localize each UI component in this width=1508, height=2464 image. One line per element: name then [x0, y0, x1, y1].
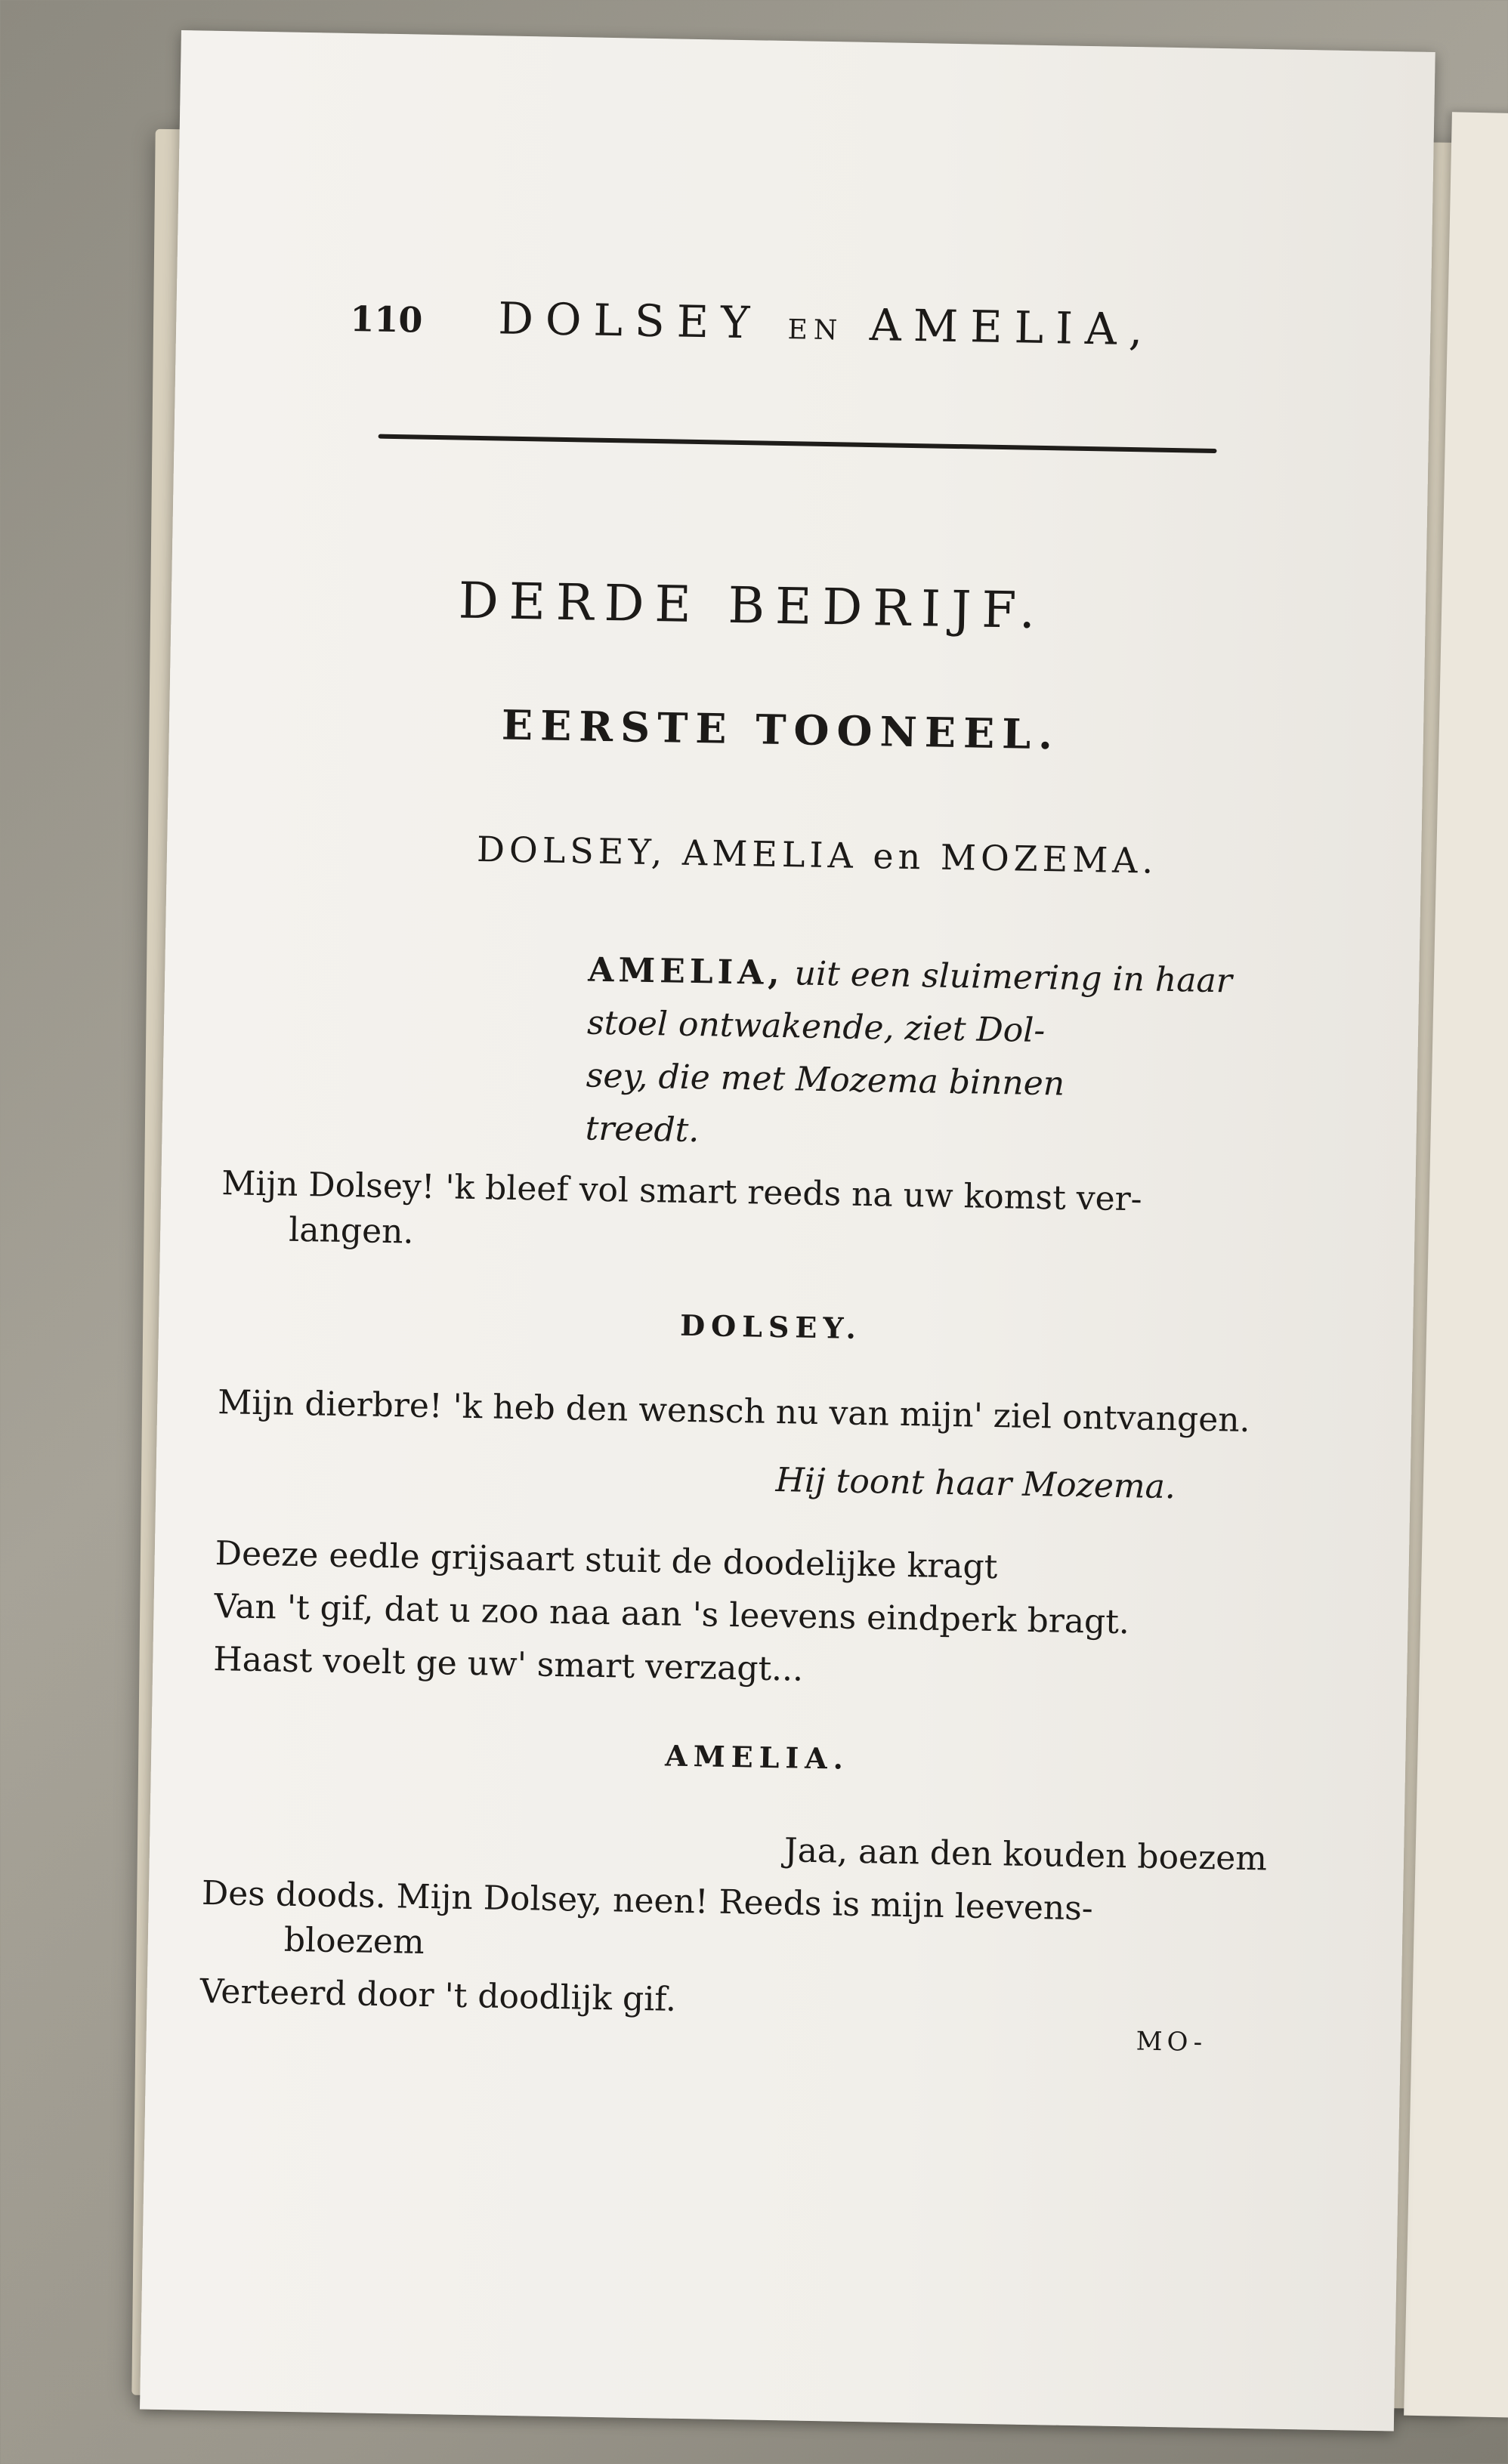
verse-line: langen. — [288, 1210, 414, 1252]
running-title — [498, 292, 1155, 355]
stage-direction: Hij toont haar Mozema. — [775, 1461, 1176, 1507]
running-title-conjunction: EN — [787, 314, 844, 347]
stage-direction-line: treedt. — [585, 1109, 700, 1150]
book-page — [140, 30, 1435, 2431]
running-title-right: AMELIA, — [869, 298, 1155, 356]
characters-list: DOLSEY, AMELIA en MOZEMA. — [476, 828, 1158, 882]
stage-direction-line: sey, die met Mozema binnen — [586, 1056, 1065, 1104]
header-rule — [379, 434, 1217, 453]
verse-line: Mijn dierbre! 'k heb den wensch nu van mijn' ziel ontvangen. — [217, 1383, 1250, 1440]
verse-line: Haast voelt ge uw' smart verzagt... — [212, 1640, 804, 1689]
speaker-amelia: AMELIA. — [664, 1738, 850, 1776]
verse-line: Jaa, aan den kouden boezem — [783, 1831, 1268, 1879]
stage-direction-line: uit een sluimering in haar — [794, 954, 1233, 1001]
verse-line: Des doods. Mijn Dolsey, neen! Reeds is mijn leevens- — [201, 1873, 1094, 1928]
catchword: MO- — [1136, 2026, 1207, 2058]
act-title: DERDE BEDRIJF. — [458, 571, 1046, 641]
stage-direction-line: stoel ontwakende, ziet Dol- — [586, 1003, 1046, 1051]
page-header — [349, 290, 1393, 399]
speaker-amelia: AMELIA, — [587, 950, 785, 993]
scene-title: EERSTE TOONEEL. — [501, 700, 1061, 759]
verse-line: bloezem — [283, 1920, 425, 1962]
verse-line: Deeze eedle grijsaart stuit de doodelijke kragt — [215, 1534, 998, 1587]
speaker-dolsey: DOLSEY. — [679, 1308, 863, 1345]
running-title-left: DOLSEY — [497, 292, 762, 349]
verse-line: Mijn Dolsey! 'k bleef vol smart reeds na uw komst ver- — [221, 1164, 1142, 1219]
verse-line: Verteerd door 't doodlijk gif. — [199, 1972, 677, 2019]
verse-line: Van 't gif, dat u zoo naa aan 's leevens eindperk bragt. — [214, 1587, 1130, 1642]
amelia-intro — [585, 944, 1269, 1168]
page-number: 110 — [349, 298, 423, 341]
